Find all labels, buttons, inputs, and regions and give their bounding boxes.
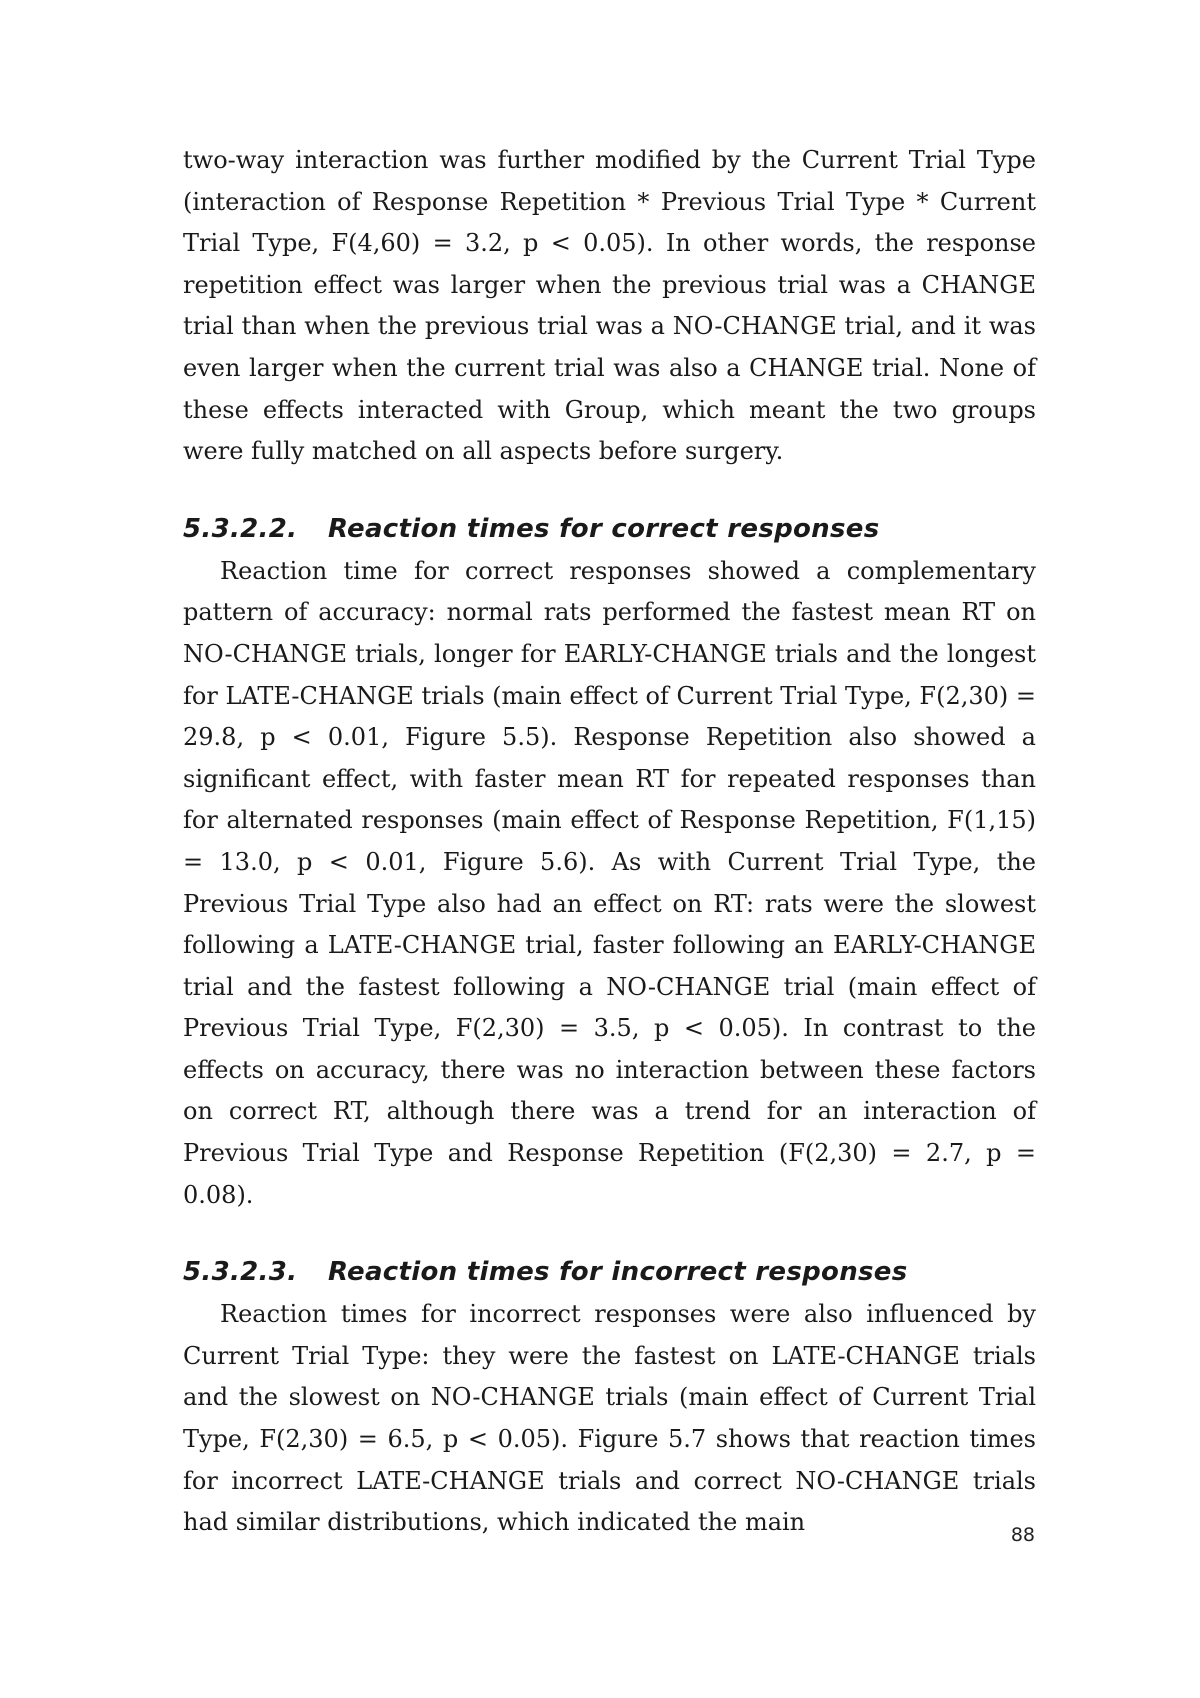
section-title: Reaction times for incorrect responses — [328, 1257, 908, 1288]
section-heading — [183, 1252, 1036, 1292]
section-number: 5.3.2.3. — [183, 1257, 298, 1288]
body-paragraph: two-way interaction was further modified by the Current Trial Type (interaction of Response Repetition * Previous Trial Type * Current Trial Type, F(4,60) = 3.2, p < 0.05). In other words, the response repetition effect was larger when the previous trial was a CHANGE trial than when the previous trial was a NO-CHANGE trial, and it was even larger when the current trial was also a CHANGE trial. None of these effects interacted with Group, which meant the two groups were fully matched on all aspects before surgery. — [183, 146, 1036, 466]
body-paragraph: Reaction time for correct responses showed a complementary pattern of accuracy: normal rats performed the fastest mean RT on NO-CHANGE trials, longer for EARLY-CHANGE trials and the longest for LATE-CHANGE trials (main effect of Current Trial Type, F(2,30) = 29.8, p < 0.01, Figure 5.5). Response Repetition also showed a significant effect, with faster mean RT for repeated responses than for alternated responses (main effect of Response Repetition, F(1,15) = 13.0, p < 0.01, Figure 5.6). As with Current Trial Type, the Previous Trial Type also had an effect on RT: rats were the slowest following a LATE-CHANGE trial, faster following an EARLY-CHANGE trial and the fastest following a NO-CHANGE trial (main effect of Previous Trial Type, F(2,30) = 3.5, p < 0.05). In contrast to the effects on accuracy, there was no interaction between these factors on correct RT, although there was a trend for an interaction of Previous Trial Type and Response Repetition (F(2,30) = 2.7, p = 0.08). — [183, 556, 1036, 1209]
section-heading — [183, 509, 1036, 549]
section-title: Reaction times for correct responses — [328, 513, 880, 544]
document-body — [183, 140, 1036, 1544]
section-number: 5.3.2.2. — [183, 513, 298, 544]
body-paragraph: Reaction times for incorrect responses were also influenced by Current Trial Type: they were the fastest on LATE-CHANGE trials and the slowest on NO-CHANGE trials (main effect of Current Trial Type, F(2,30) = 6.5, p < 0.05). Figure 5.7 shows that reaction times for incorrect LATE-CHANGE trials and correct NO-CHANGE trials had similar distributions, which indicated the main — [183, 1300, 1036, 1537]
page-number: 88 — [1010, 1524, 1035, 1546]
